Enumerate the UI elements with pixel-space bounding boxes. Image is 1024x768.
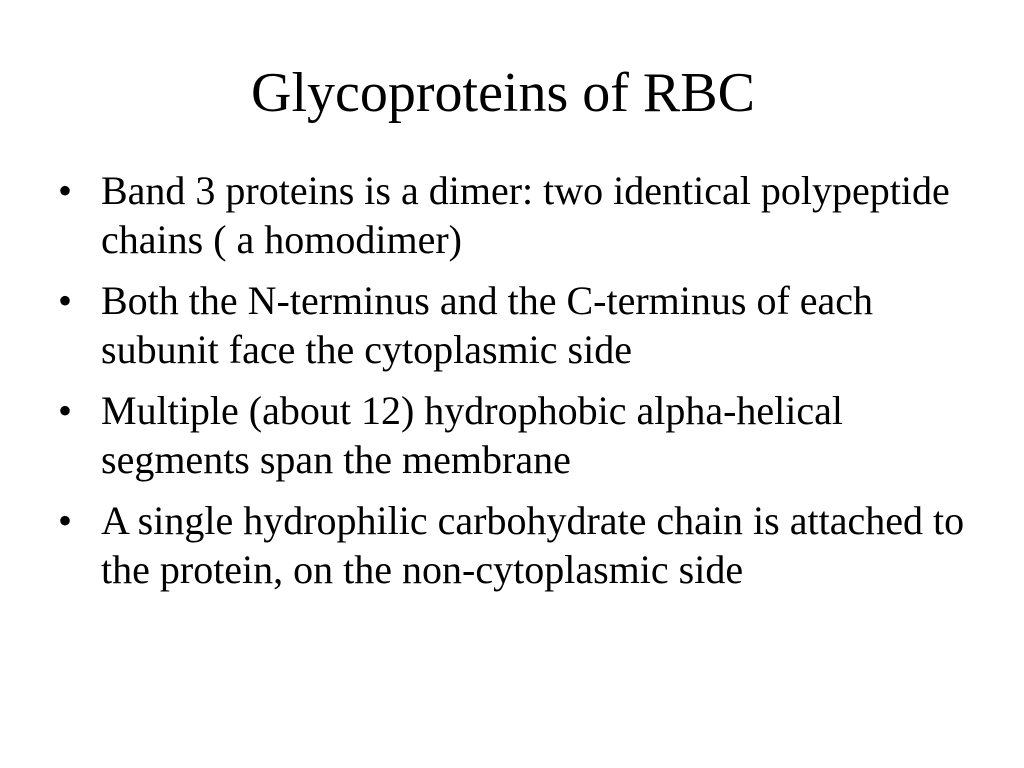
bullet-icon: • [58,168,73,213]
bullet-text: Both the N-terminus and the C-terminus of each subunit face the cytoplasmic side [101,278,874,372]
bullet-item [58,166,998,264]
slide-title: Glycoproteins of RBC [251,62,755,124]
bullet-item [58,276,998,374]
bullet-item [58,496,998,594]
bullet-text: Multiple (about 12) hydrophobic alpha-helical segments span the membrane [101,388,844,482]
bullet-icon: • [58,278,73,323]
bullet-icon: • [58,498,73,543]
bullet-text: Band 3 proteins is a dimer: two identical polypeptide chains ( a homodimer) [101,168,950,262]
bullet-icon: • [58,388,73,433]
bullet-item [58,386,998,484]
bullet-text: A single hydrophilic carbohydrate chain is attached to the protein, on the non-cytoplasmic side [101,498,965,592]
bullet-list [58,166,998,606]
